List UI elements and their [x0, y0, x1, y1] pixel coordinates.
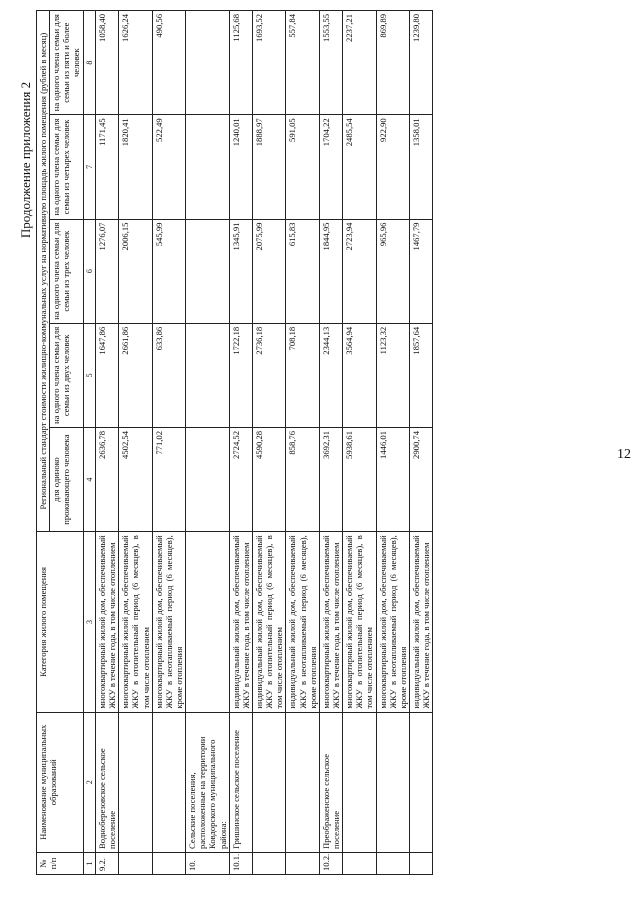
cost-value: 4590,28 [252, 428, 285, 532]
municipality-name [343, 712, 376, 852]
cost-value: 5938,61 [343, 428, 376, 532]
cost-value: 1123,32 [376, 323, 409, 427]
column-index: 4 [83, 428, 95, 532]
cost-value: 1844,95 [319, 219, 342, 323]
cost-value: 2724,52 [229, 428, 252, 532]
cost-value: 1239,80 [409, 11, 432, 115]
column-index: 1 [83, 852, 95, 874]
header-municipality: Наименование муниципальных образований [37, 712, 84, 852]
row-number [343, 852, 376, 874]
page-number: 12 [617, 447, 631, 462]
header-family-4: на одного члена семьи для семьи из четырех человек [50, 115, 83, 219]
cost-value: 591,05 [286, 115, 319, 219]
cost-value: 1446,01 [376, 428, 409, 532]
cost-value: 615,83 [286, 219, 319, 323]
row-number [252, 852, 285, 874]
cost-value [186, 428, 230, 532]
cost-value: 1888,97 [252, 115, 285, 219]
row-number [376, 852, 409, 874]
municipality-name [409, 712, 432, 852]
municipality-name [119, 712, 152, 852]
cost-value: 1693,52 [252, 11, 285, 115]
table-row [376, 11, 409, 875]
cost-value: 1820,41 [119, 115, 152, 219]
housing-category: индивидуальный жилой дом, обеспечиваемый ЖКУ в течение года, в том числе отоплением [409, 532, 432, 712]
cost-value: 1553,55 [319, 11, 342, 115]
housing-category [186, 532, 230, 712]
row-number [152, 852, 185, 874]
municipality-name: Преображенское сельское поселение [319, 712, 342, 852]
cost-value: 771,02 [152, 428, 185, 532]
cost-value: 869,89 [376, 11, 409, 115]
municipality-name [376, 712, 409, 852]
cost-value: 1704,22 [319, 115, 342, 219]
cost-value: 2661,86 [119, 323, 152, 427]
row-number: 9.2. [96, 852, 119, 874]
table-row [119, 11, 152, 875]
header-num: № п/п [37, 852, 84, 874]
cost-value [186, 115, 230, 219]
header-category: Категория жилого помещения [37, 532, 84, 712]
cost-value: 1857,64 [409, 323, 432, 427]
cost-value: 1358,01 [409, 115, 432, 219]
cost-value: 2237,21 [343, 11, 376, 115]
cost-value: 2006,15 [119, 219, 152, 323]
cost-value: 1276,07 [96, 219, 119, 323]
cost-value: 2075,99 [252, 219, 285, 323]
row-number: 10.1. [229, 852, 252, 874]
cost-value: 490,56 [152, 11, 185, 115]
cost-value: 708,18 [286, 323, 319, 427]
cost-value: 2636,78 [96, 428, 119, 532]
table-row [286, 11, 319, 875]
cost-value: 545,99 [152, 219, 185, 323]
cost-value: 1171,45 [96, 115, 119, 219]
table-row [96, 11, 119, 875]
column-index: 2 [83, 712, 95, 852]
header-family-2: на одного члена семьи для семьи из двух человек [50, 323, 83, 427]
cost-value: 1125,68 [229, 11, 252, 115]
cost-value: 2900,74 [409, 428, 432, 532]
cost-value: 2485,54 [343, 115, 376, 219]
row-number: 10. [186, 852, 230, 874]
row-number [286, 852, 319, 874]
table-body [96, 11, 433, 875]
row-number [119, 852, 152, 874]
municipality-name [286, 712, 319, 852]
housing-category: многоквартирный жилой дом, обеспечиваемый ЖКУ в неотапливаемый период (6 месяцев), кроме отопления [152, 532, 185, 712]
cost-value [186, 323, 230, 427]
column-index: 8 [83, 11, 95, 115]
housing-category: многоквартирный жилой дом, обеспечиваемый ЖКУ в течение года, в том числе отоплением [319, 532, 342, 712]
column-index: 7 [83, 115, 95, 219]
column-index: 6 [83, 219, 95, 323]
municipality-name [152, 712, 185, 852]
continuation-title: Продолжение приложения 2 [18, 81, 33, 239]
cost-value: 1345,91 [229, 219, 252, 323]
header-single: для одиноко проживающего человека [50, 428, 83, 532]
cost-value: 1722,18 [229, 323, 252, 427]
cost-value [186, 11, 230, 115]
cost-value: 1240,01 [229, 115, 252, 219]
header-family-3: на одного члена семьи для семьи из трех человек [50, 219, 83, 323]
housing-category: многоквартирный жилой дом, обеспечиваемый ЖКУ в отопительный период (6 месяцев), в том числе отоплением [343, 532, 376, 712]
housing-category: многоквартирный жилой дом, обеспечиваемый ЖКУ в неотапливаемый период (6 месяцев), кроме отопления [376, 532, 409, 712]
table-row [229, 11, 252, 875]
header-standard: Региональный стандарт стоимости жилищно-коммунальных услуг на нормативную площадь жилого помещения (рублей в месяц) [37, 11, 50, 532]
cost-value: 965,96 [376, 219, 409, 323]
municipality-name: Водноберезовское сельское поселение [96, 712, 119, 852]
cost-value [186, 219, 230, 323]
row-number: 10.2. [319, 852, 342, 874]
municipality-name: Сельские поселения, расположенные на территории Ковдорского муниципального района: [186, 712, 230, 852]
cost-value: 557,84 [286, 11, 319, 115]
municipality-name [252, 712, 285, 852]
housing-category: индивидуальный жилой дом, обеспечиваемый ЖКУ в течение года, в том числе отоплением [229, 532, 252, 712]
cost-value: 2723,94 [343, 219, 376, 323]
table-row [152, 11, 185, 875]
header-family-5: на одного члена семьи для семьи из пяти и более человек [50, 11, 83, 115]
table-row [319, 11, 342, 875]
cost-value: 633,86 [152, 323, 185, 427]
row-number [409, 852, 432, 874]
housing-category: многоквартирный жилой дом, обеспечиваемый ЖКУ в отопительный период (6 месяцев), в том числе отоплением [119, 532, 152, 712]
cost-value: 1058,40 [96, 11, 119, 115]
cost-value: 2344,13 [319, 323, 342, 427]
cost-value: 1626,24 [119, 11, 152, 115]
cost-value: 522,49 [152, 115, 185, 219]
cost-value: 1467,79 [409, 219, 432, 323]
housing-category: индивидуальный жилой дом, обеспечиваемый ЖКУ в отопительный период (6 месяцев), в том числе отоплением [252, 532, 285, 712]
housing-category: индивидуальный жилой дом, обеспечиваемый ЖКУ в неотапливаемый период (6 месяцев), кроме отопления [286, 532, 319, 712]
cost-value: 1647,86 [96, 323, 119, 427]
table-row [409, 11, 432, 875]
cost-value: 3692,31 [319, 428, 342, 532]
housing-category: многоквартирный жилой дом, обеспечиваемый ЖКУ в течение года, в том числе отоплением [96, 532, 119, 712]
cost-value: 3564,94 [343, 323, 376, 427]
table-row [252, 11, 285, 875]
cost-value: 2736,18 [252, 323, 285, 427]
column-index: 3 [83, 532, 95, 712]
municipality-name: Гришинское сельское поселение [229, 712, 252, 852]
cost-value: 922,90 [376, 115, 409, 219]
cost-standard-table [36, 10, 433, 875]
column-index: 5 [83, 323, 95, 427]
cost-value: 4502,54 [119, 428, 152, 532]
cost-value: 858,76 [286, 428, 319, 532]
table-row [343, 11, 376, 875]
table-row [186, 11, 230, 875]
